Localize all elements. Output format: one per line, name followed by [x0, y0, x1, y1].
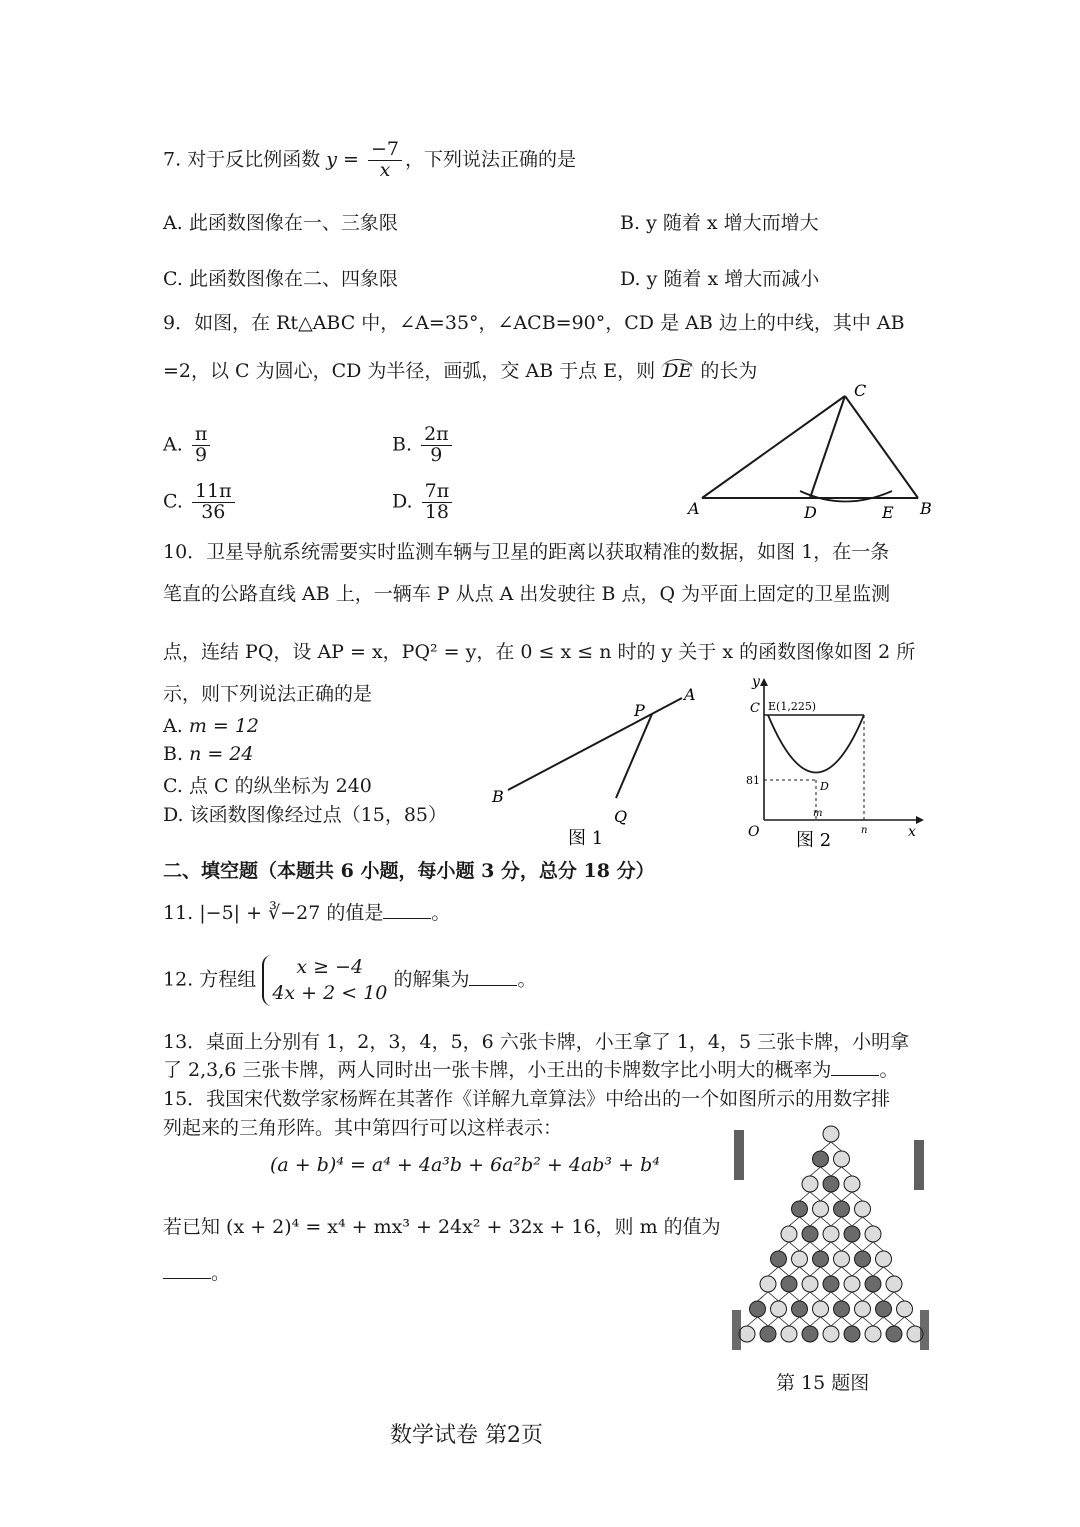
frac-num: π	[192, 425, 211, 446]
q13-line2	[163, 1055, 898, 1082]
triangle-link	[779, 1242, 790, 1251]
triangle-link	[831, 1217, 842, 1226]
option-text: 此函数图像在二、四象限	[188, 268, 398, 290]
label-q: Q	[614, 807, 628, 826]
triangle-link	[800, 1267, 811, 1276]
right-inscription-bottom	[920, 1310, 929, 1350]
q12-eq1: x ≥ −4	[296, 956, 364, 978]
label-b: B	[492, 787, 504, 806]
q9-arc-de: DE	[663, 360, 693, 382]
triangle-circle	[781, 1226, 797, 1242]
triangle-link	[852, 1217, 863, 1226]
triangle-link	[831, 1292, 842, 1301]
option-text: y 随着 x 增大而减小	[646, 268, 820, 290]
option-label: D.	[163, 804, 184, 826]
triangle-circle	[739, 1326, 755, 1342]
q7-stem-prefix: 对于反比例函数	[187, 148, 321, 171]
q12-prefix: 方程组	[199, 968, 257, 991]
label-a: A	[688, 499, 700, 518]
triangle-link	[747, 1317, 758, 1326]
option-label: A.	[163, 212, 183, 234]
frac-den: 9	[430, 443, 443, 466]
q15-line3: 若已知 (x + 2)⁴ = x⁴ + mx³ + 24x² + 32x + 16，则 m 的值为	[163, 1216, 721, 1238]
triangle-circle	[792, 1251, 808, 1267]
q7-fraction	[368, 140, 402, 181]
triangle-link	[821, 1292, 832, 1301]
triangle-link	[842, 1167, 853, 1176]
triangle-link	[852, 1292, 863, 1301]
q11-end: 。	[431, 902, 451, 924]
triangle-circle	[823, 1126, 839, 1142]
triangle-link	[779, 1317, 790, 1326]
option-label: A.	[163, 715, 183, 737]
q13-line1: 13．桌面上分别有 1，2，3，4，5，6 六张卡牌，小王拿了 1，4，5 三张卡牌，小明拿	[163, 1031, 910, 1053]
label-d: D	[820, 780, 829, 793]
triangle-circle	[802, 1326, 818, 1342]
option-text: 点 C 的纵坐标为 240	[188, 775, 372, 797]
triangle-link	[821, 1167, 832, 1176]
frac-den: 36	[201, 500, 226, 523]
right-inscription-top	[914, 1140, 924, 1190]
q10-option-a[interactable]	[163, 715, 259, 737]
triangle-link	[905, 1317, 916, 1326]
q9-option-c[interactable]	[163, 482, 238, 523]
page-footer: 数学试卷 第2页	[390, 1423, 543, 1448]
option-label: D.	[620, 268, 641, 290]
frac-den: 9	[195, 443, 208, 466]
q10-line2: 笔直的公路直线 AB 上，一辆车 P 从点 A 出发驶往 B 点，Q 为平面上固定的卫星监测	[163, 583, 891, 605]
triangle-link	[768, 1267, 779, 1276]
q7-option-a[interactable]	[163, 208, 398, 235]
section-2-title: 二、填空题（本题共 6 小题，每小题 3 分，总分 18 分）	[163, 860, 655, 882]
option-text: 此函数图像在一、三象限	[188, 212, 398, 234]
triangle-circle	[834, 1151, 850, 1167]
triangle-link	[863, 1317, 874, 1326]
parabola	[768, 715, 864, 773]
option-text: y 随着 x 增大而增大	[646, 212, 819, 234]
q12-suffix: 的解集为	[393, 968, 470, 991]
triangle-link	[884, 1292, 895, 1301]
triangle-link	[810, 1317, 821, 1326]
line-ab	[508, 698, 682, 790]
triangle-circle	[834, 1301, 850, 1317]
q11-suffix: 的值是	[326, 902, 384, 924]
triangle-circle	[802, 1276, 818, 1292]
q7-option-b[interactable]	[620, 208, 819, 235]
triangle-circle	[855, 1201, 871, 1217]
triangle-circles	[739, 1126, 923, 1342]
triangle-link	[873, 1292, 884, 1301]
triangle-link	[842, 1292, 853, 1301]
triangle-link	[831, 1267, 842, 1276]
triangle-circle	[781, 1276, 797, 1292]
q7-frac-num: −7	[368, 140, 402, 161]
label-y: y	[752, 674, 760, 690]
option-label: B.	[163, 743, 184, 765]
q13-answer-blank[interactable]	[831, 1057, 879, 1076]
triangle-circle	[844, 1176, 860, 1192]
option-fraction	[422, 482, 453, 523]
q7-option-d[interactable]	[620, 264, 819, 291]
triangle-link	[821, 1317, 832, 1326]
triangle-link	[758, 1317, 769, 1326]
triangle-link	[831, 1167, 842, 1176]
label-e: E	[882, 503, 894, 522]
option-text: 该函数图像经过点（15，85）	[189, 804, 448, 826]
triangle-link	[779, 1292, 790, 1301]
q15-answer	[163, 1258, 230, 1285]
triangle-link	[768, 1317, 779, 1326]
q9-option-b[interactable]	[392, 425, 455, 466]
q9-line1: 9．如图，在 Rt△ABC 中，∠A=35°，∠ACB=90°，CD 是 AB 边上的中线，其中 AB	[163, 312, 905, 334]
q12-end: 。	[517, 968, 537, 991]
q7-func-lhs: y	[326, 148, 337, 171]
triangle-link	[800, 1242, 811, 1251]
triangle-circle	[771, 1251, 787, 1267]
triangle-circle	[865, 1276, 881, 1292]
triangle-link	[758, 1292, 769, 1301]
triangle-circle	[865, 1226, 881, 1242]
q12-number: 12.	[163, 968, 194, 991]
triangle-link	[863, 1242, 874, 1251]
side-cb	[845, 396, 918, 498]
triangle-link	[810, 1242, 821, 1251]
triangle-link	[768, 1292, 779, 1301]
frac-num: 7π	[422, 482, 453, 503]
frac-num: 2π	[421, 425, 452, 446]
triangle-circle	[771, 1301, 787, 1317]
q9-option-a[interactable]	[163, 425, 213, 466]
triangle-circle	[792, 1201, 808, 1217]
arc-de	[800, 491, 892, 502]
label-o: O	[748, 824, 760, 840]
triangle-circle	[844, 1326, 860, 1342]
label-c: C	[854, 381, 867, 400]
triangle-circle	[823, 1226, 839, 1242]
y-axis-arrow	[760, 678, 768, 686]
x-axis-arrow	[916, 816, 924, 824]
option-label: C.	[163, 775, 183, 797]
triangle-circle	[897, 1301, 913, 1317]
option-label: C.	[163, 490, 183, 513]
triangle-link	[789, 1292, 800, 1301]
q10-line3: 点，连结 PQ，设 AP = x，PQ² = y，在 0 ≤ x ≤ n 时的 y 关于 x 的函数图像如图 2 所	[163, 641, 916, 663]
triangle-circle	[813, 1201, 829, 1217]
triangle-circle	[834, 1201, 850, 1217]
triangle-link	[821, 1242, 832, 1251]
triangle-link	[842, 1192, 853, 1201]
triangle-link	[863, 1217, 874, 1226]
q11-answer-blank[interactable]	[383, 900, 431, 919]
triangle-circle	[781, 1326, 797, 1342]
option-fraction	[192, 425, 211, 466]
triangle-circle	[802, 1176, 818, 1192]
option-label: B.	[620, 212, 641, 234]
triangle-link	[810, 1292, 821, 1301]
q15-line1: 15．我国宋代数学家杨辉在其著作《详解九章算法》中给出的一个如图所示的用数字排	[163, 1088, 891, 1110]
triangle-link	[821, 1217, 832, 1226]
q9-triangle-figure	[680, 378, 940, 528]
q12-system	[262, 955, 387, 1006]
frac-num: 11π	[192, 482, 235, 503]
triangle-circle	[865, 1326, 881, 1342]
q10-option-d[interactable]	[163, 800, 447, 827]
triangle-circle	[855, 1301, 871, 1317]
q15-end: 。	[211, 1262, 231, 1284]
triangle-circle	[886, 1326, 902, 1342]
frac-den: 18	[424, 500, 450, 523]
triangle-link	[821, 1192, 832, 1201]
segment-pq	[616, 714, 652, 798]
triangle-link	[789, 1317, 800, 1326]
triangle-link	[831, 1242, 842, 1251]
q10-option-c[interactable]	[163, 771, 372, 798]
q9-line2-a: =2，以 C 为圆心，CD 为半径，画弧，交 AB 于点 E，则	[163, 360, 656, 382]
triangle-circle	[844, 1226, 860, 1242]
triangle-link	[831, 1192, 842, 1201]
label-c: C	[750, 701, 760, 716]
triangle-link	[842, 1267, 853, 1276]
q15-line2: 列起来的三角形阵。其中第四行可以这样表示：	[163, 1117, 563, 1139]
option-text: n = 24	[189, 743, 254, 765]
q15-figure-caption: 第 15 题图	[776, 1372, 870, 1394]
q10-line1: 10．卫星导航系统需要实时监测车辆与卫星的距离以获取精准的数据，如图 1，在一条	[163, 541, 890, 563]
triangle-link	[789, 1267, 800, 1276]
q9-line2	[163, 356, 757, 383]
q7-frac-den: x	[379, 158, 391, 181]
triangle-link	[852, 1267, 863, 1276]
triangle-link	[884, 1267, 895, 1276]
triangle-link	[842, 1242, 853, 1251]
triangle-circle	[760, 1326, 776, 1342]
option-fraction	[421, 425, 452, 466]
triangle-link	[789, 1217, 800, 1226]
triangle-link	[800, 1292, 811, 1301]
triangle-link	[831, 1317, 842, 1326]
option-label: D.	[392, 490, 413, 513]
figure-1-caption: 图 1	[568, 828, 604, 849]
q9-option-d[interactable]	[392, 482, 455, 523]
triangle-link	[863, 1292, 874, 1301]
label-d: D	[804, 503, 817, 522]
option-label: C.	[163, 268, 183, 290]
triangle-circle	[844, 1276, 860, 1292]
q9-line2-b: 的长为	[700, 360, 758, 382]
triangle-link	[831, 1142, 842, 1151]
triangle-circle	[886, 1276, 902, 1292]
q13-end: 。	[879, 1059, 899, 1081]
q12-answer-blank[interactable]	[469, 967, 517, 986]
triangle-link	[810, 1167, 821, 1176]
triangle-link	[810, 1192, 821, 1201]
triangle-link	[894, 1292, 905, 1301]
option-label: A.	[163, 433, 183, 456]
q10-line4: 示，则下列说法正确的是	[163, 683, 373, 705]
triangle-circle	[760, 1276, 776, 1292]
median-cd	[810, 396, 845, 498]
q7-option-c[interactable]	[163, 264, 398, 291]
q10-option-b[interactable]	[163, 743, 253, 765]
triangle-circle	[813, 1301, 829, 1317]
label-b: B	[920, 499, 932, 518]
triangle-circle	[876, 1301, 892, 1317]
q7-number: 7.	[163, 148, 182, 171]
label-x: x	[908, 824, 916, 840]
triangle-link	[873, 1267, 884, 1276]
side-ac	[702, 396, 845, 498]
q13-line2-text: 了 2,3,6 三张卡牌，两人同时出一张卡牌，小王出的卡牌数字比小明大的概率为	[163, 1059, 832, 1081]
triangle-link	[852, 1192, 863, 1201]
triangle-link	[810, 1267, 821, 1276]
triangle-link	[821, 1267, 832, 1276]
triangle-circle	[823, 1276, 839, 1292]
tick-m: m	[813, 808, 823, 819]
triangle-link	[863, 1267, 874, 1276]
option-text: m = 12	[188, 715, 260, 737]
triangle-link	[842, 1217, 853, 1226]
triangle-link	[884, 1317, 895, 1326]
left-inscription-top	[734, 1130, 744, 1180]
q11-number: 11.	[163, 902, 194, 924]
triangle-circle	[823, 1176, 839, 1192]
triangle-link	[873, 1317, 884, 1326]
q7-stem: 7. 对于反比例函数 y = $\frac{-7}{x}$ ，下列说法正确的是	[163, 138, 577, 181]
option-label: B.	[392, 433, 413, 456]
triangle-link	[779, 1267, 790, 1276]
q12-eq2: 4x + 2 < 10	[272, 981, 388, 1004]
q11-expression: |−5| + ∛−27	[199, 902, 321, 924]
triangle-circle	[792, 1301, 808, 1317]
left-inscription-bottom	[732, 1310, 741, 1350]
tick-n: n	[861, 825, 868, 836]
triangle-circle	[802, 1226, 818, 1242]
triangle-circle	[855, 1251, 871, 1267]
triangle-link	[800, 1217, 811, 1226]
q15-answer-blank[interactable]	[163, 1260, 211, 1279]
label-a: A	[684, 685, 696, 704]
triangle-circle	[750, 1301, 766, 1317]
option-fraction	[192, 482, 235, 523]
yanghui-triangle-figure	[728, 1120, 938, 1365]
tick-81: 81	[746, 774, 760, 787]
triangle-link	[789, 1242, 800, 1251]
triangle-link	[852, 1242, 863, 1251]
triangle-link	[894, 1317, 905, 1326]
label-p: P	[634, 701, 645, 720]
label-e: E(1,225)	[768, 700, 817, 713]
triangle-link	[800, 1317, 811, 1326]
triangle-link	[821, 1142, 832, 1151]
q12	[163, 955, 536, 1006]
q15-formula: (a + b)⁴ = a⁴ + 4a³b + 6a²b² + 4ab³ + b⁴	[270, 1154, 660, 1176]
q10-figure-2	[738, 670, 928, 855]
q10-figure-1	[486, 680, 706, 855]
q11	[163, 898, 450, 925]
triangle-circle	[823, 1326, 839, 1342]
triangle-link	[852, 1317, 863, 1326]
triangle-circle	[813, 1251, 829, 1267]
triangle-circle	[876, 1251, 892, 1267]
triangle-link	[800, 1192, 811, 1201]
triangle-circle	[813, 1151, 829, 1167]
triangle-circle	[834, 1251, 850, 1267]
figure-2-caption: 图 2	[796, 830, 832, 851]
triangle-link	[873, 1242, 884, 1251]
triangle-link	[810, 1217, 821, 1226]
q7-stem-suffix: ，下列说法正确的是	[405, 148, 577, 171]
triangle-link	[842, 1317, 853, 1326]
